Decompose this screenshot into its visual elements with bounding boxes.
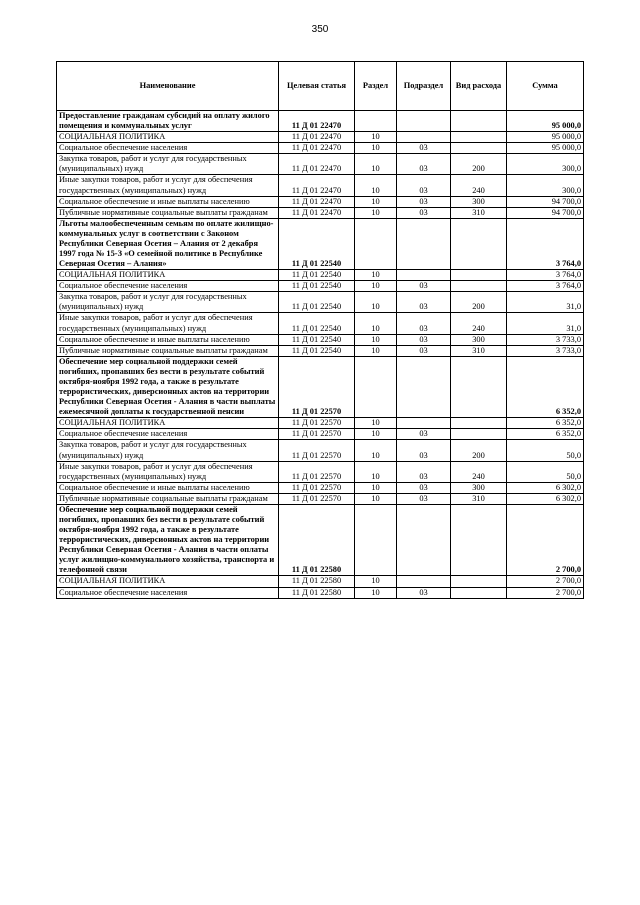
cell-expense-type — [451, 218, 507, 269]
cell-amount: 300,0 — [507, 154, 584, 175]
cell-section: 10 — [355, 440, 397, 461]
table-row-program — [57, 356, 584, 417]
cell-target: 11 Д 01 22470 — [279, 196, 355, 207]
cell-subsection — [397, 132, 451, 143]
table-row — [57, 440, 584, 461]
cell-name: Обеспечение мер социальной поддержки семей погибших, пропавших без вести в результате событий октября-ноября 1992 года, а также в результате террористических, диверсионных актов на территории Республики Северная Осетия - Алания в части выплаты ежемесячной доплаты к государственной пенсии — [57, 356, 279, 417]
cell-target: 11 Д 01 22570 — [279, 429, 355, 440]
cell-name: СОЦИАЛЬНАЯ ПОЛИТИКА — [57, 270, 279, 281]
table-row — [57, 207, 584, 218]
cell-expense-type: 240 — [451, 313, 507, 334]
cell-amount: 6 302,0 — [507, 493, 584, 504]
cell-section: 10 — [355, 175, 397, 196]
cell-amount: 3 733,0 — [507, 345, 584, 356]
cell-subsection: 03 — [397, 207, 451, 218]
cell-expense-type: 310 — [451, 345, 507, 356]
cell-name: Иные закупки товаров, работ и услуг для обеспечения государственных (муниципальных) нужд — [57, 175, 279, 196]
table-body — [57, 111, 584, 599]
cell-target: 11 Д 01 22470 — [279, 154, 355, 175]
cell-name: Закупка товаров, работ и услуг для государственных (муниципальных) нужд — [57, 292, 279, 313]
cell-amount: 31,0 — [507, 292, 584, 313]
table-row — [57, 461, 584, 482]
table-row — [57, 418, 584, 429]
table-row — [57, 143, 584, 154]
header-expense-type: Вид расхода — [451, 62, 507, 111]
cell-subsection: 03 — [397, 461, 451, 482]
header-name: Наименование — [57, 62, 279, 111]
cell-section: 10 — [355, 154, 397, 175]
cell-target: 11 Д 01 22470 — [279, 175, 355, 196]
header-section: Раздел — [355, 62, 397, 111]
cell-subsection: 03 — [397, 440, 451, 461]
cell-subsection: 03 — [397, 482, 451, 493]
header-amount: Сумма — [507, 62, 584, 111]
cell-subsection: 03 — [397, 493, 451, 504]
cell-subsection — [397, 504, 451, 576]
cell-expense-type — [451, 418, 507, 429]
cell-subsection — [397, 218, 451, 269]
cell-subsection — [397, 270, 451, 281]
cell-expense-type — [451, 281, 507, 292]
cell-expense-type — [451, 111, 507, 132]
cell-amount: 3 764,0 — [507, 270, 584, 281]
cell-amount: 6 302,0 — [507, 482, 584, 493]
cell-name: СОЦИАЛЬНАЯ ПОЛИТИКА — [57, 576, 279, 587]
cell-amount: 3 764,0 — [507, 218, 584, 269]
cell-amount: 94 700,0 — [507, 196, 584, 207]
table-row — [57, 292, 584, 313]
cell-section: 10 — [355, 493, 397, 504]
cell-expense-type: 200 — [451, 154, 507, 175]
cell-expense-type: 240 — [451, 461, 507, 482]
budget-table — [56, 61, 584, 599]
cell-section: 10 — [355, 292, 397, 313]
table-row-program — [57, 504, 584, 576]
cell-target: 11 Д 01 22540 — [279, 345, 355, 356]
cell-section: 10 — [355, 207, 397, 218]
cell-amount: 95 000,0 — [507, 111, 584, 132]
cell-section — [355, 356, 397, 417]
cell-amount: 2 700,0 — [507, 576, 584, 587]
table-row — [57, 334, 584, 345]
cell-name: Закупка товаров, работ и услуг для государственных (муниципальных) нужд — [57, 440, 279, 461]
cell-section: 10 — [355, 345, 397, 356]
cell-amount: 94 700,0 — [507, 207, 584, 218]
table-row — [57, 281, 584, 292]
cell-expense-type — [451, 132, 507, 143]
cell-section — [355, 111, 397, 132]
cell-name: Социальное обеспечение населения — [57, 429, 279, 440]
cell-name: Публичные нормативные социальные выплаты гражданам — [57, 493, 279, 504]
cell-target: 11 Д 01 22540 — [279, 218, 355, 269]
table-row — [57, 429, 584, 440]
cell-expense-type: 240 — [451, 175, 507, 196]
cell-target: 11 Д 01 22570 — [279, 461, 355, 482]
cell-target: 11 Д 01 22470 — [279, 111, 355, 132]
cell-name: Социальное обеспечение населения — [57, 587, 279, 598]
cell-target: 11 Д 01 22540 — [279, 292, 355, 313]
cell-subsection — [397, 576, 451, 587]
table-row — [57, 270, 584, 281]
page-number: 350 — [311, 24, 329, 35]
cell-subsection: 03 — [397, 281, 451, 292]
cell-section: 10 — [355, 587, 397, 598]
cell-name: Обеспечение мер социальной поддержки семей погибших, пропавших без вести в результате событий октября-ноября 1992 года, а также в результате террористических, диверсионных актов на территории Республики Северная Осетия - Алания в части оплаты услуг жилищно-коммунального хозяйства, транспорта и телефонной связи — [57, 504, 279, 576]
cell-target: 11 Д 01 22570 — [279, 482, 355, 493]
cell-target: 11 Д 01 22570 — [279, 493, 355, 504]
cell-expense-type: 200 — [451, 440, 507, 461]
cell-amount: 50,0 — [507, 461, 584, 482]
cell-name: Социальное обеспечение населения — [57, 281, 279, 292]
cell-name: Льготы малообеспеченным семьям по оплате жилищно-коммунальных услуг в соответствии с Законом Республики Северная Осетия – Алания от 2 декабря 1997 года № 15-З «О семейной политике в Республике Северная Осетия – Алания» — [57, 218, 279, 269]
header-target: Целевая статья — [279, 62, 355, 111]
cell-section: 10 — [355, 281, 397, 292]
cell-amount: 95 000,0 — [507, 143, 584, 154]
cell-section: 10 — [355, 576, 397, 587]
cell-target: 11 Д 01 22580 — [279, 587, 355, 598]
cell-name: Социальное обеспечение и иные выплаты населению — [57, 196, 279, 207]
table-row — [57, 587, 584, 598]
cell-amount: 6 352,0 — [507, 356, 584, 417]
cell-expense-type — [451, 576, 507, 587]
cell-subsection: 03 — [397, 587, 451, 598]
table-row — [57, 313, 584, 334]
cell-name: Социальное обеспечение и иные выплаты населению — [57, 482, 279, 493]
cell-expense-type: 300 — [451, 334, 507, 345]
cell-name: Публичные нормативные социальные выплаты гражданам — [57, 345, 279, 356]
cell-expense-type — [451, 504, 507, 576]
table-row — [57, 493, 584, 504]
cell-expense-type: 300 — [451, 196, 507, 207]
table-row — [57, 345, 584, 356]
cell-amount: 31,0 — [507, 313, 584, 334]
cell-subsection: 03 — [397, 345, 451, 356]
cell-amount: 6 352,0 — [507, 429, 584, 440]
cell-subsection — [397, 356, 451, 417]
cell-expense-type — [451, 356, 507, 417]
cell-section — [355, 218, 397, 269]
cell-target: 11 Д 01 22470 — [279, 207, 355, 218]
cell-target: 11 Д 01 22540 — [279, 281, 355, 292]
cell-expense-type — [451, 429, 507, 440]
cell-target: 11 Д 01 22570 — [279, 356, 355, 417]
cell-target: 11 Д 01 22540 — [279, 313, 355, 334]
cell-target: 11 Д 01 22540 — [279, 334, 355, 345]
table-row — [57, 132, 584, 143]
cell-section: 10 — [355, 334, 397, 345]
cell-name: Иные закупки товаров, работ и услуг для обеспечения государственных (муниципальных) нужд — [57, 313, 279, 334]
cell-subsection — [397, 418, 451, 429]
cell-expense-type: 300 — [451, 482, 507, 493]
cell-expense-type — [451, 587, 507, 598]
cell-section: 10 — [355, 132, 397, 143]
cell-name: СОЦИАЛЬНАЯ ПОЛИТИКА — [57, 132, 279, 143]
cell-name: Иные закупки товаров, работ и услуг для обеспечения государственных (муниципальных) нужд — [57, 461, 279, 482]
cell-amount: 95 000,0 — [507, 132, 584, 143]
cell-name: Предоставление гражданам субсидий на оплату жилого помещения и коммунальных услуг — [57, 111, 279, 132]
cell-amount: 3 733,0 — [507, 334, 584, 345]
cell-target: 11 Д 01 22580 — [279, 576, 355, 587]
cell-subsection: 03 — [397, 175, 451, 196]
cell-expense-type: 310 — [451, 493, 507, 504]
cell-amount: 300,0 — [507, 175, 584, 196]
cell-name: Социальное обеспечение и иные выплаты населению — [57, 334, 279, 345]
cell-section: 10 — [355, 270, 397, 281]
cell-expense-type — [451, 270, 507, 281]
cell-amount: 50,0 — [507, 440, 584, 461]
cell-name: Закупка товаров, работ и услуг для государственных (муниципальных) нужд — [57, 154, 279, 175]
table-row — [57, 482, 584, 493]
cell-subsection: 03 — [397, 313, 451, 334]
cell-amount: 2 700,0 — [507, 504, 584, 576]
table-row — [57, 576, 584, 587]
cell-amount: 6 352,0 — [507, 418, 584, 429]
cell-amount: 3 764,0 — [507, 281, 584, 292]
cell-section: 10 — [355, 482, 397, 493]
cell-subsection: 03 — [397, 154, 451, 175]
cell-subsection — [397, 111, 451, 132]
cell-section — [355, 504, 397, 576]
cell-section: 10 — [355, 196, 397, 207]
table-row — [57, 154, 584, 175]
cell-subsection: 03 — [397, 196, 451, 207]
cell-target: 11 Д 01 22470 — [279, 132, 355, 143]
table-row — [57, 196, 584, 207]
cell-target: 11 Д 01 22570 — [279, 440, 355, 461]
cell-target: 11 Д 01 22470 — [279, 143, 355, 154]
cell-target: 11 Д 01 22580 — [279, 504, 355, 576]
cell-subsection: 03 — [397, 143, 451, 154]
cell-subsection: 03 — [397, 429, 451, 440]
cell-amount: 2 700,0 — [507, 587, 584, 598]
cell-section: 10 — [355, 461, 397, 482]
cell-subsection: 03 — [397, 292, 451, 313]
cell-section: 10 — [355, 429, 397, 440]
table-header-row — [57, 62, 584, 111]
table-row — [57, 175, 584, 196]
cell-expense-type: 310 — [451, 207, 507, 218]
cell-name: Публичные нормативные социальные выплаты гражданам — [57, 207, 279, 218]
cell-target: 11 Д 01 22540 — [279, 270, 355, 281]
cell-expense-type — [451, 143, 507, 154]
cell-target: 11 Д 01 22570 — [279, 418, 355, 429]
cell-name: Социальное обеспечение населения — [57, 143, 279, 154]
table-row-program — [57, 218, 584, 269]
cell-section: 10 — [355, 143, 397, 154]
header-subsection: Подраздел — [397, 62, 451, 111]
cell-section: 10 — [355, 418, 397, 429]
cell-expense-type: 200 — [451, 292, 507, 313]
cell-subsection: 03 — [397, 334, 451, 345]
table-row-program — [57, 111, 584, 132]
cell-name: СОЦИАЛЬНАЯ ПОЛИТИКА — [57, 418, 279, 429]
cell-section: 10 — [355, 313, 397, 334]
